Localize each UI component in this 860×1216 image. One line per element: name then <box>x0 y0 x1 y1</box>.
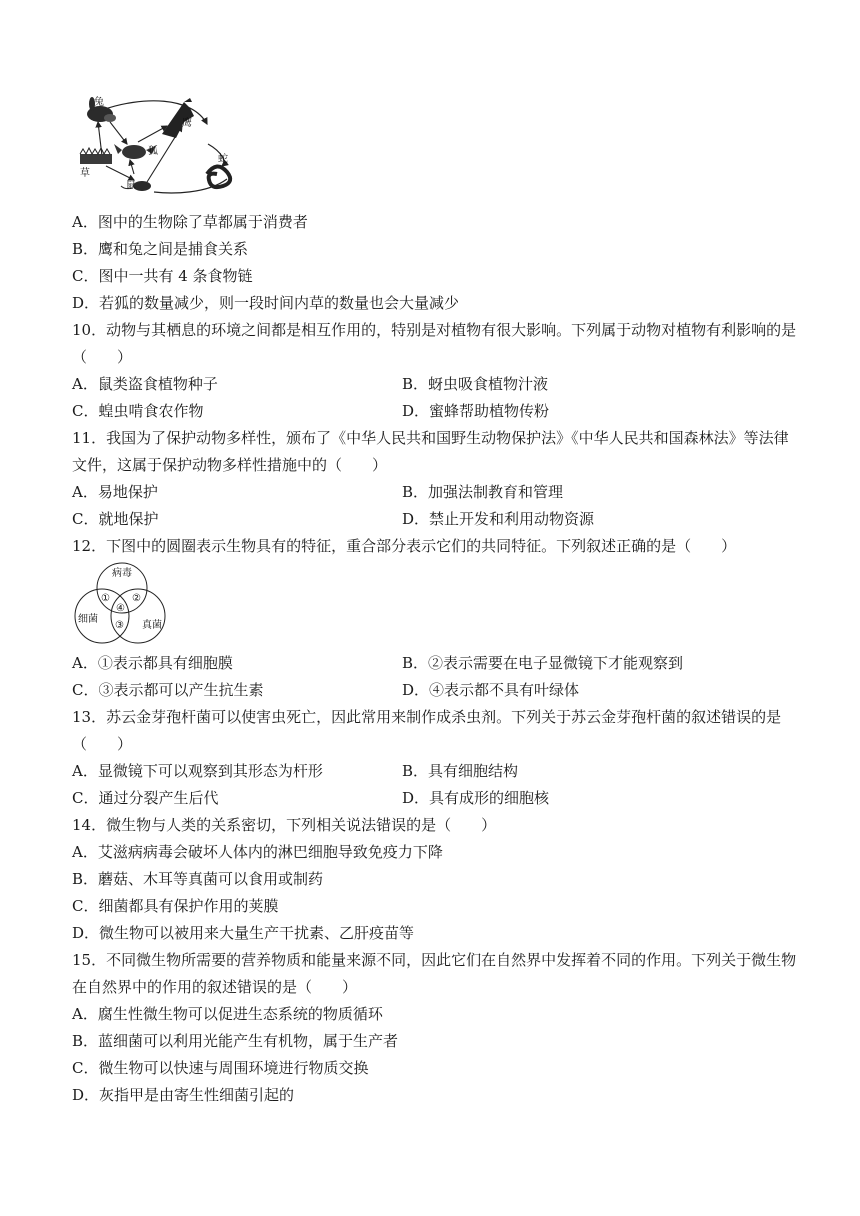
food-web-arrow <box>106 166 134 180</box>
q15-stem: 15．不同微生物所需要的营养物质和能量来源不同，因此它们在自然界中发挥着不同的作用。下列关于微生物 <box>72 951 797 969</box>
grass-illustration <box>80 148 112 164</box>
bacteria-label: 细菌 <box>78 614 98 625</box>
snake-label: 蛇 <box>218 154 228 165</box>
q10-option-c: C．蝗虫啃食农作物 <box>72 402 204 420</box>
fungi-label: 真菌 <box>142 620 162 631</box>
q12-stem: 12．下图中的圆圈表示生物具有的特征，重合部分表示它们的共同特征。下列叙述正确的是（ ） <box>72 537 737 555</box>
q11-stem: 11．我国为了保护动物多样性，颁布了《中华人民共和国野生动物保护法》《中华人民共和国森林法》等法律 <box>72 429 789 447</box>
q13-option-a: A．显微镜下可以观察到其形态为杆形 <box>72 762 323 780</box>
q9-option-b: B．鹰和兔之间是捕食关系 <box>72 240 249 258</box>
q15-stem-cont: 在自然界中的作用的叙述错误的是（ ） <box>72 978 358 996</box>
q14-option-a: A．艾滋病病毒会破坏人体内的淋巴细胞导致免疫力下降 <box>72 843 443 861</box>
q9-option-c: C．图中一共有 4 条食物链 <box>72 267 253 285</box>
food-web-figure <box>72 94 240 198</box>
q13-option-b: B．具有细胞结构 <box>402 762 519 780</box>
q11-option-a: A．易地保护 <box>72 483 158 501</box>
q11-stem-cont: 文件，这属于保护动物多样性措施中的（ ） <box>72 456 388 474</box>
region-2-label: ② <box>132 593 141 604</box>
q9-option-a: A．图中的生物除了草都属于消费者 <box>72 213 308 231</box>
q10-stem-cont: （ ） <box>72 348 133 366</box>
q15-option-b: B．蓝细菌可以利用光能产生有机物，属于生产者 <box>72 1032 399 1050</box>
fox-label: 狐 <box>148 146 158 157</box>
venn-diagram <box>72 560 168 646</box>
q11-option-b: B．加强法制教育和管理 <box>402 483 564 501</box>
q10-option-b: B．蚜虫吸食植物汁液 <box>402 375 549 393</box>
q12-option-d: D．④表示都不具有叶绿体 <box>402 681 580 699</box>
mouse-label: 鼠 <box>126 180 136 191</box>
region-3-label: ③ <box>115 620 124 631</box>
food-web-arrow <box>110 122 127 144</box>
q10-stem: 10．动物与其栖息的环境之间都是相互作用的，特别是对植物有很大影响。下列属于动物对植物有利影响的是 <box>72 321 797 339</box>
q14-option-d: D．微生物可以被用来大量生产干扰素、乙肝疫苗等 <box>72 924 415 942</box>
eagle-label: 鹰 <box>182 118 192 129</box>
virus-label: 病毒 <box>112 568 132 579</box>
q12-option-a: A．①表示都具有细胞膜 <box>72 654 233 672</box>
q15-option-a: A．腐生性微生物可以促进生态系统的物质循环 <box>72 1005 383 1023</box>
q14-stem: 14．微生物与人类的关系密切，下列相关说法错误的是（ ） <box>72 816 497 834</box>
q12-option-c: C．③表示都可以产生抗生素 <box>72 681 264 699</box>
region-4-label: ④ <box>116 603 125 614</box>
q11-option-c: C．就地保护 <box>72 510 159 528</box>
q10-option-d: D．蜜蜂帮助植物传粉 <box>402 402 550 420</box>
rabbit-label: 兔 <box>94 97 104 108</box>
q9-option-d: D．若狐的数量减少，则一段时间内草的数量也会大量减少 <box>72 294 460 312</box>
q12-option-b: B．②表示需要在电子显微镜下才能观察到 <box>402 654 684 672</box>
q13-option-d: D．具有成形的细胞核 <box>402 789 550 807</box>
q13-option-c: C．通过分裂产生后代 <box>72 789 219 807</box>
q14-option-b: B．蘑菇、木耳等真菌可以食用或制药 <box>72 870 324 888</box>
q11-option-d: D．禁止开发和利用动物资源 <box>402 510 595 528</box>
region-1-label: ① <box>101 593 110 604</box>
q15-option-c: C．微生物可以快速与周围环境进行物质交换 <box>72 1059 369 1077</box>
q13-stem-cont: （ ） <box>72 735 133 753</box>
q15-option-d: D．灰指甲是由寄生性细菌引起的 <box>72 1086 295 1104</box>
grass-label: 草 <box>80 168 90 179</box>
food-web-arrow <box>130 160 134 174</box>
q10-option-a: A．鼠类盗食植物种子 <box>72 375 218 393</box>
q14-option-c: C．细菌都具有保护作用的荚膜 <box>72 897 279 915</box>
q13-stem: 13．苏云金芽孢杆菌可以使害虫死亡，因此常用来制作成杀虫剂。下列关于苏云金芽孢杆菌的叙述错误的是 <box>72 708 782 726</box>
